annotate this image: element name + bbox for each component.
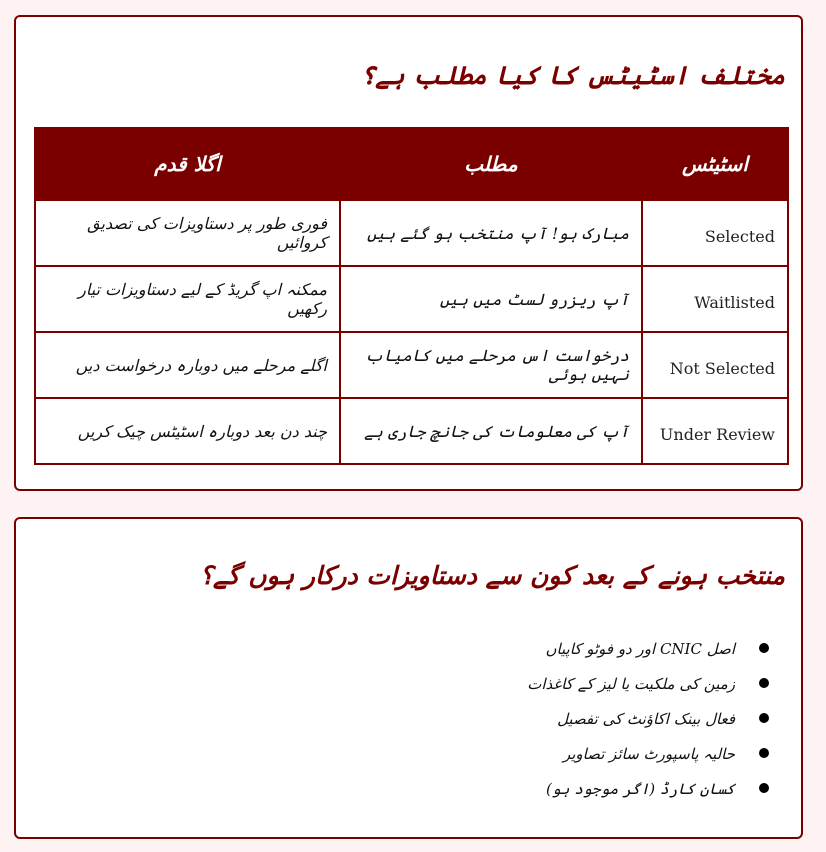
- bullet-icon: [759, 713, 769, 723]
- table-row: [35, 266, 788, 332]
- next-step-cell: چند دن بعد دوبارہ اسٹیٹس چیک کریں: [35, 398, 340, 464]
- bullet-icon: [759, 678, 769, 688]
- table-row: [35, 398, 788, 464]
- list-item-text: حالیہ پاسپورٹ سائز تصاویر: [562, 745, 735, 763]
- table-row: [35, 332, 788, 398]
- meaning-cell: درخواست اس مرحلے میں کامیاب نہیں ہوئی: [340, 332, 642, 398]
- bullet-icon: [759, 748, 769, 758]
- status-cell: Under Review: [642, 398, 788, 464]
- status-meaning-card: [14, 15, 803, 491]
- list-item: [527, 669, 777, 704]
- required-documents-card: [14, 517, 803, 839]
- table-header-row: [35, 128, 788, 200]
- header-meaning: مطلب: [340, 128, 642, 200]
- next-step-cell: ممکنہ اپ گریڈ کے لیے دستاویزات تیار رکھیں: [35, 266, 340, 332]
- documents-list: [527, 634, 777, 809]
- list-item-text: اصل CNIC اور دو فوٹو کاپیاں: [545, 640, 735, 658]
- bullet-icon: [759, 783, 769, 793]
- status-cell: Waitlisted: [642, 266, 788, 332]
- meaning-cell: مبارک ہو! آپ منتخب ہو گئے ہیں: [340, 200, 642, 266]
- next-step-cell: اگلے مرحلے میں دوبارہ درخواست دیں: [35, 332, 340, 398]
- status-cell: Not Selected: [642, 332, 788, 398]
- list-item: [527, 704, 777, 739]
- list-item-text: فعال بینک اکاؤنٹ کی تفصیل: [557, 710, 735, 728]
- table-row: [35, 200, 788, 266]
- next-step-cell: فوری طور پر دستاویزات کی تصدیق کروائیں: [35, 200, 340, 266]
- meaning-cell: آپ ریزرو لسٹ میں ہیں: [340, 266, 642, 332]
- meaning-cell: آپ کی معلومات کی جانچ جاری ہے: [340, 398, 642, 464]
- list-item: [527, 634, 777, 669]
- bullet-icon: [759, 643, 769, 653]
- status-section-title: مختلف اسٹیٹس کا کیا مطلب ہے؟: [360, 61, 785, 90]
- list-item: [527, 774, 777, 809]
- documents-section-title: منتخب ہونے کے بعد کون سے دستاویزات درکار ہوں گے؟: [199, 561, 785, 590]
- header-status: اسٹیٹس: [642, 128, 788, 200]
- header-next-step: اگلا قدم: [35, 128, 340, 200]
- list-item-text: کسان کارڈ (اگر موجود ہو): [546, 780, 735, 798]
- status-table: [34, 127, 789, 465]
- list-item-text: زمین کی ملکیت یا لیز کے کاغذات: [527, 675, 735, 693]
- status-cell: Selected: [642, 200, 788, 266]
- list-item: [527, 739, 777, 774]
